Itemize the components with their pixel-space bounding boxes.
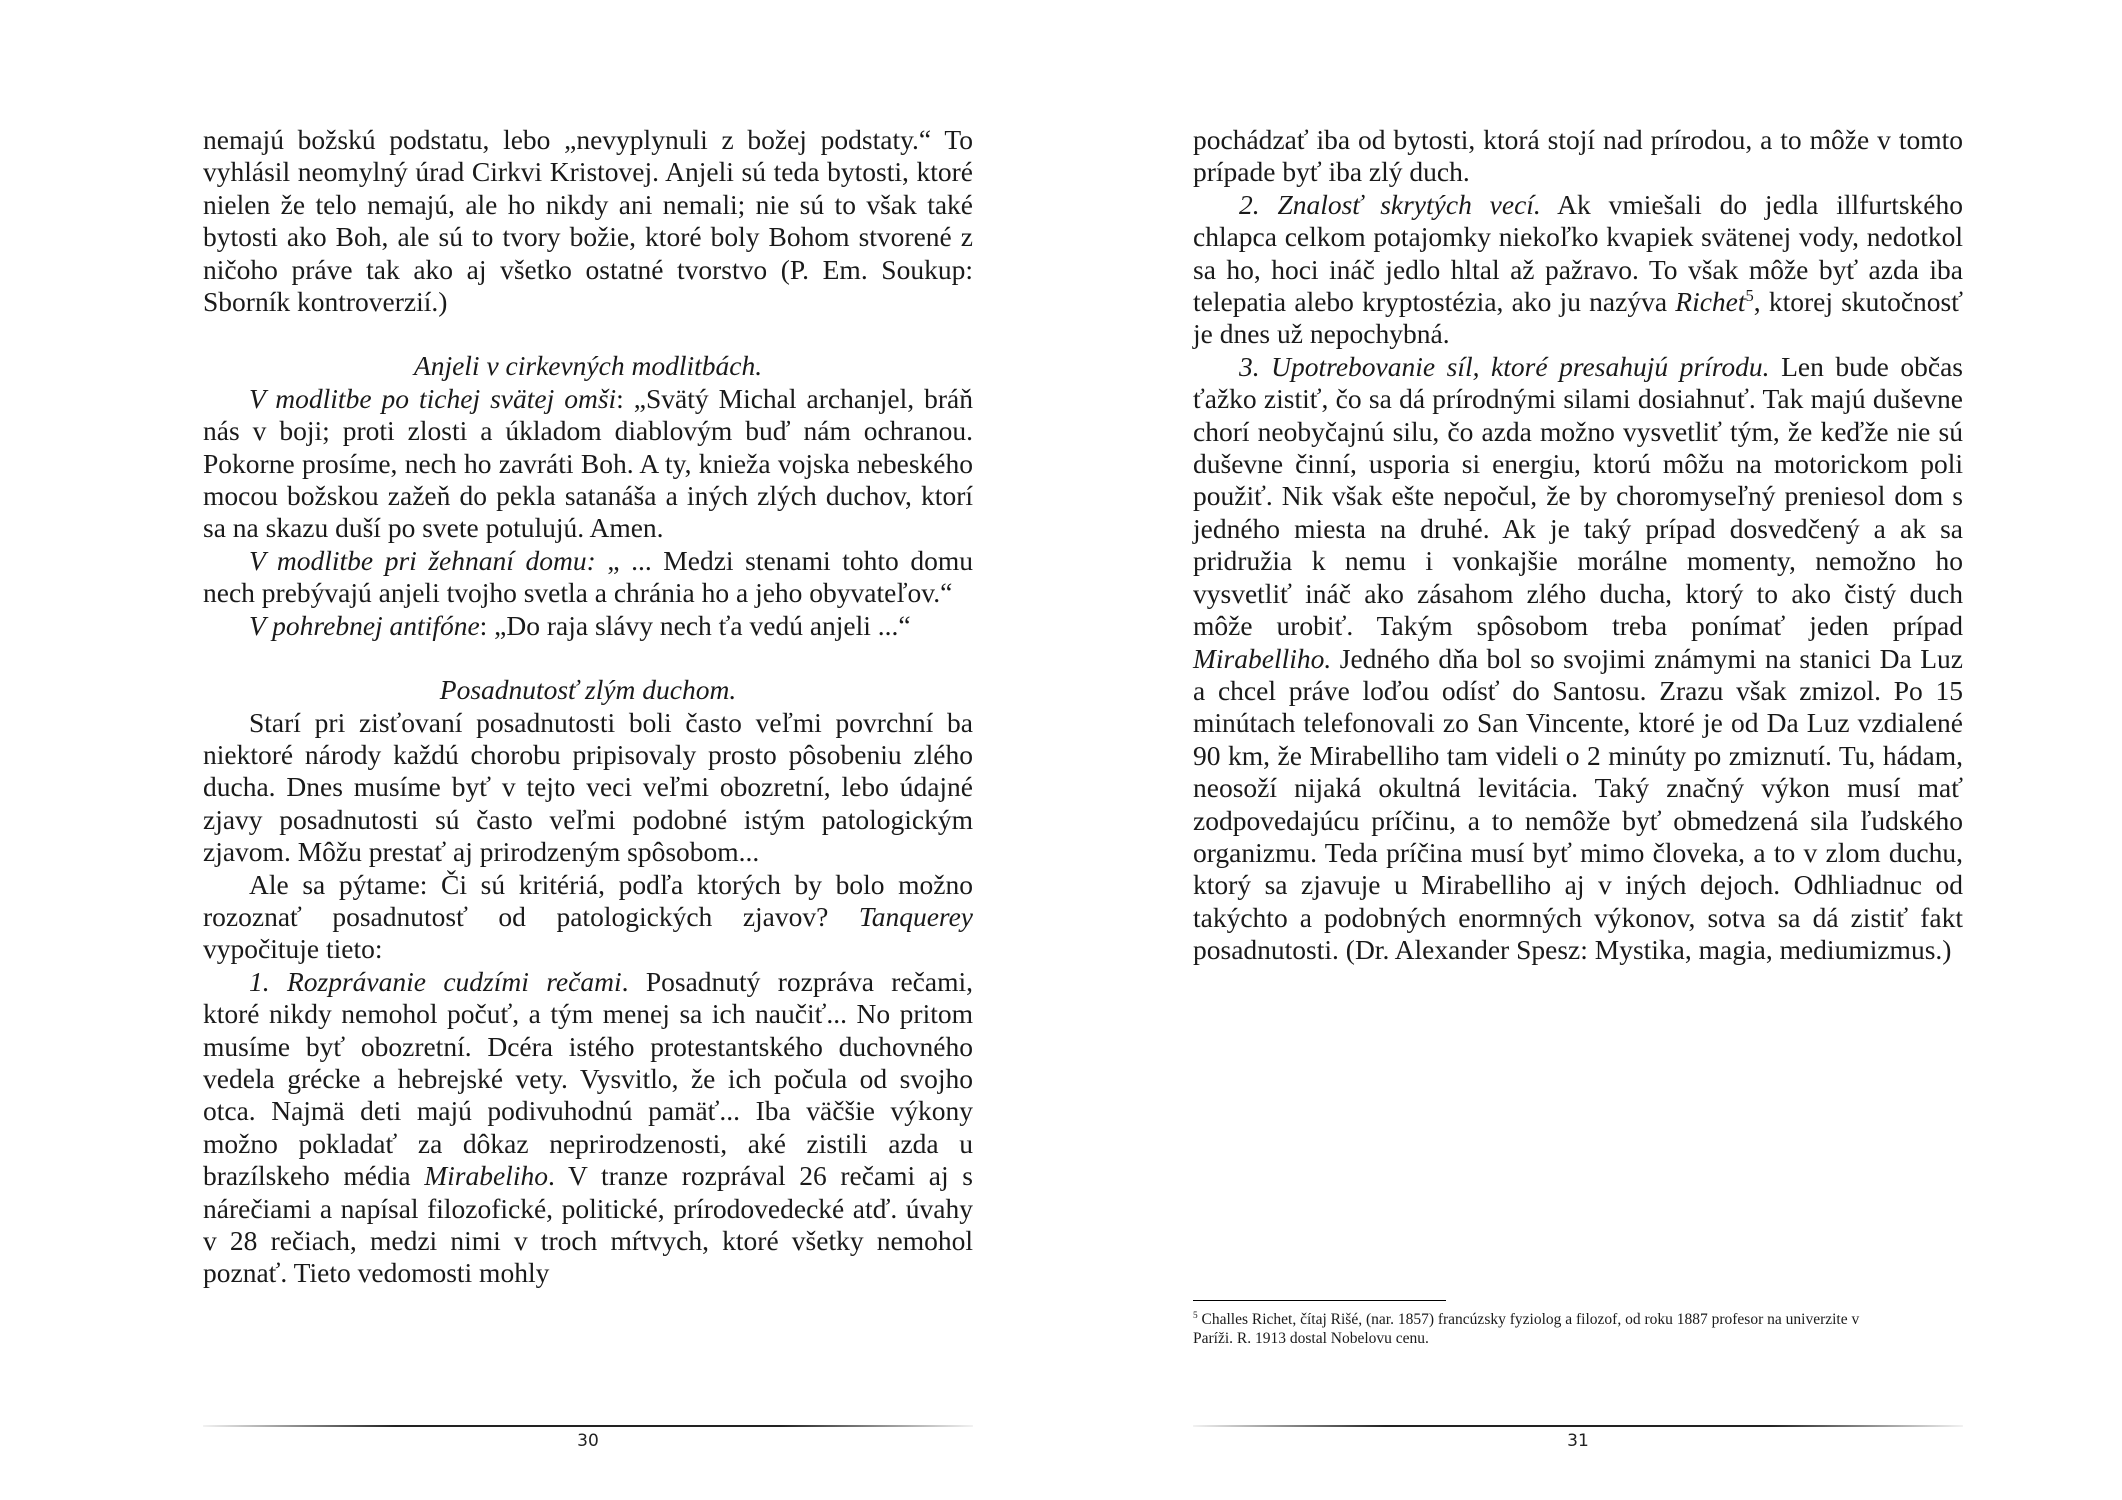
left-page-text (203, 124, 973, 1290)
paragraph: nemajú božskú podstatu, lebo „nevyplynuli z božej podstaty.“ To vyhlásil neomylný úrad Cirkvi Kristovej. Anjeli sú teda bytosti, ktoré nielen že telo nemajú, ale ho nikdy ani nemali; nie sú to však také bytosti ako Boh, ale sú to tvory božie, ktoré boly Bohom stvorené z ničoho práve tak ako aj všetko ostatné tvorstvo (P. Em. Soukup: Sborník kontroverzií.) (203, 124, 973, 318)
paragraph-text: . V tranze rozprával 26 rečami aj s nárečiami a napísal filozofické, politické, prírodovedecké atď. úvahy v 28 rečiach, medzi nimi v troch mŕtvych, ktoré všetky nemohol poznať. Tieto vedomosti mohly (203, 1160, 973, 1289)
page-number: 31 (1567, 1431, 1589, 1451)
footnote-number: 5 (1193, 1310, 1198, 1321)
paragraph-text: Len bude občas ťažko zistiť, čo sa dá prírodnými silami dosiahnuť. Tak majú duševne chorí neobyčajnú silu, čo azda možno vysvetliť tým, že keďže nie sú duševne činní, usporia si energiu, ktorú môžu na motorickom poli použiť. Nik však ešte nepočul, že by choromyseľný preniesol dom s jedného miesta na druhé. Ak je taký prípad dosvedčený a ak sa pridružia k nemu i vonkajšie morálne momenty, nemožno ho vysvetliť ináč ako zásahom zlého ducha, ktorý to ako čistý duch môže urobiť. Takým spôsobom treba ponímať jeden prípad (1193, 350, 1963, 642)
section-heading: Posadnutosť zlým duchom. (439, 674, 737, 706)
footer-divider (1193, 1425, 1963, 1427)
criterion-label: 2. Znalosť skrytých vecí. (1239, 188, 1541, 220)
page-number: 30 (577, 1431, 599, 1451)
paragraph (203, 966, 973, 1290)
prayer-text: : „Do raja slávy nech ťa vedú anjeli ...“ (479, 609, 911, 641)
prayer-paragraph (203, 545, 973, 610)
person-name: Richet (1675, 286, 1746, 318)
footer-divider (203, 1425, 973, 1427)
prayer-text: „ ... Medzi stenami tohto domu nech prebývajú anjeli tvojho svetla a chránia ho a jeho obyvateľov.“ (203, 544, 973, 609)
author-name: Tanquerey (858, 900, 973, 932)
person-name: Mirabeliho (424, 1160, 548, 1192)
person-name: Mirabelliho. (1193, 642, 1332, 674)
right-page-text (1193, 124, 1963, 967)
section-heading: Anjeli v cirkevných modlitbách. (413, 350, 763, 382)
prayer-paragraph (203, 610, 973, 642)
paragraph-text: Ak vmiešali do jedla illfurtského chlapca celkom potajomky niekoľko kvapiek svätenej vody, nedotkol sa ho, hoci ináč jedlo hltal až pažravo. To však môže byť azda iba telepatia alebo kryptostézia, ako ju nazýva (1193, 188, 1964, 318)
footnote (1193, 1310, 1903, 1348)
paragraph: pochádzať iba od bytosti, ktorá stojí nad prírodou, a to môže v tomto prípade byť iba zlý duch. (1193, 124, 1963, 188)
paragraph (1193, 189, 1963, 351)
prayer-label: V modlitbe po tichej svätej omši (249, 382, 617, 414)
prayer-paragraph (203, 383, 973, 545)
paragraph-text: vypočituje tieto: (203, 933, 383, 965)
footnote-reference: 5 (1745, 285, 1754, 305)
criterion-label: 1. Rozprávanie cudzími rečami (249, 965, 622, 997)
paragraph (203, 869, 973, 966)
paragraph-text: Ale sa pýtame: Či sú kritériá, podľa ktorých by bolo možno rozoznať posadnutosť od patologických zjavov? (203, 868, 973, 932)
criterion-label: 3. Upotrebovanie síl, ktoré presahujú prírodu. (1239, 350, 1770, 382)
footnote-separator (1193, 1300, 1446, 1301)
footnote-text: Challes Richet, čítaj Rišé, (nar. 1857) francúzsky fyziolog a filozof, od roku 1887 profesor na univerzite v Paríži. R. 1913 dostal Nobelovu cenu. (1193, 1311, 1860, 1347)
paragraph: Starí pri zisťovaní posadnutosti boli často veľmi povrchní ba niektoré národy každú chorobu pripisovaly prosto pôsobeniu zlého ducha. Dnes musíme byť v tejto veci veľmi obozretní, lebo údajné zjavy posadnutosti sú často veľmi podobné istým patologickým zjavom. Môžu prestať aj prirodzeným spôsobom... (203, 706, 973, 868)
prayer-label: V modlitbe pri žehnaní domu: (249, 544, 596, 576)
prayer-text: : „Svätý Michal archanjel, bráň nás v boji; proti zlosti a úkladom diablovým buď nám ochranou. Pokorne prosíme, nech ho zavráti Boh. A ty, knieža vojska nebeského mocou božskou zažeň do pekla satanáša a iných zlých duchov, ktorí sa na skazu duší po svete potulujú. Amen. (203, 382, 973, 544)
prayer-label: V pohrebnej antifóne (249, 609, 480, 641)
paragraph (1193, 351, 1963, 967)
paragraph-text: . Posadnutý rozpráva rečami, ktoré nikdy nemohol počuť, a tým menej sa ich naučiť... No pritom musíme byť obozretní. Dcéra istého protestantského duchovného vedela grécke a hebrejské vety. Vysvitlo, že ich počula od svojho otca. Najmä deti majú podivuhodnú pamäť... Iba väčšie výkony možno pokladať za dôkaz neprirodzenosti, aké zistili azda u brazílskeho média (203, 965, 973, 1192)
paragraph-text: Jedného dňa bol so svojimi známymi na stanici Da Luz a chcel práve loďou odísť do Santosu. Zrazu však zmizol. Po 15 minútach telefonovali zo San Vincente, ktoré je od Da Luz vzdialené 90 km, že Mirabelliho tam videli o 2 minúty po zmiznutí. Tu, hádam, neosoží nijaká okultná levitácia. Taký značný výkon musí mať zodpovedajúcu príčinu, a to nemôže byť obmedzená sila ľudského organizmu. Teda príčina musí byť mimo človeka, a to v zlom duchu, ktorý sa zjavuje u Mirabelliho aj v iných dejoch. Odhliadnuc od takýchto a podobných enormných výkonov, sotva sa dá zistiť fakt posadnutosti. (Dr. Alexander Spesz: Mystika, magia, mediumizmus.) (1193, 642, 1963, 966)
paragraph-text: , ktorej skutočnosť je dnes už nepochybná. (1193, 286, 1963, 350)
